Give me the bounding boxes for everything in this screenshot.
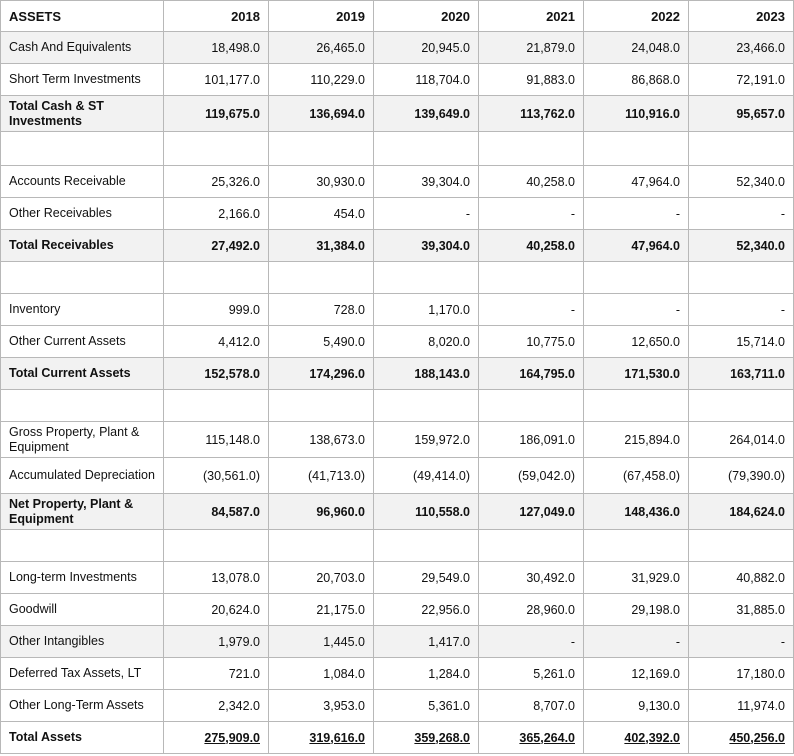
value-cell — [689, 562, 794, 594]
value-cell — [689, 230, 794, 262]
cell-value: 3,953.0 — [323, 698, 365, 713]
cell-value: - — [675, 206, 680, 221]
value-cell — [164, 166, 269, 198]
row-label: Other Receivables — [1, 198, 164, 230]
cell-value: 40,258.0 — [526, 174, 575, 189]
year-header: 2021 — [479, 1, 584, 32]
table-row — [1, 166, 794, 198]
value-cell — [479, 32, 584, 64]
empty-cell — [269, 530, 374, 562]
cell-value: - — [780, 302, 785, 317]
value-cell — [164, 326, 269, 358]
cell-value: (59,042.0) — [518, 468, 575, 483]
empty-cell — [1, 262, 164, 294]
value-cell — [689, 64, 794, 96]
empty-cell — [374, 390, 479, 422]
value-cell — [164, 626, 269, 658]
row-label: Accumulated Depreciation — [1, 458, 164, 494]
empty-cell — [269, 262, 374, 294]
cell-value: 22,956.0 — [421, 602, 470, 617]
value-cell — [374, 358, 479, 390]
value-cell — [479, 96, 584, 132]
value-cell — [584, 32, 689, 64]
cell-value: 84,587.0 — [211, 504, 260, 519]
assets-header: ASSETS — [1, 1, 164, 32]
value-cell — [584, 326, 689, 358]
cell-value: 365,264.0 — [519, 730, 575, 745]
value-cell — [164, 422, 269, 458]
header-row — [1, 1, 794, 32]
cell-value: 2,342.0 — [218, 698, 260, 713]
value-cell — [269, 658, 374, 690]
value-cell — [374, 166, 479, 198]
value-cell — [269, 64, 374, 96]
value-cell — [584, 722, 689, 754]
value-cell — [164, 32, 269, 64]
value-cell — [374, 658, 479, 690]
cell-value: 29,549.0 — [421, 570, 470, 585]
cell-value: 72,191.0 — [736, 72, 785, 87]
value-cell — [164, 96, 269, 132]
cell-value: 152,578.0 — [204, 366, 260, 381]
cell-value: 21,879.0 — [526, 40, 575, 55]
cell-value: 721.0 — [228, 666, 260, 681]
value-cell — [164, 230, 269, 262]
cell-value: 119,675.0 — [205, 106, 260, 121]
value-cell — [689, 358, 794, 390]
value-cell — [689, 494, 794, 530]
value-cell — [584, 230, 689, 262]
value-cell — [689, 96, 794, 132]
empty-cell — [689, 262, 794, 294]
cell-value: - — [780, 634, 785, 649]
value-cell — [689, 198, 794, 230]
value-cell — [374, 230, 479, 262]
cell-value: 20,624.0 — [211, 602, 260, 617]
cell-value: 110,229.0 — [310, 72, 365, 87]
value-cell — [479, 230, 584, 262]
cell-value: 40,258.0 — [526, 238, 575, 253]
row-label: Goodwill — [1, 594, 164, 626]
year-header: 2019 — [269, 1, 374, 32]
spacer-row — [1, 530, 794, 562]
table-body — [1, 32, 794, 754]
cell-value: 275,909.0 — [204, 730, 260, 745]
value-cell — [479, 458, 584, 494]
value-cell — [584, 198, 689, 230]
cell-value: 127,049.0 — [519, 504, 575, 519]
row-label: Total Receivables — [1, 230, 164, 262]
cell-value: 31,929.0 — [631, 570, 680, 585]
empty-cell — [164, 390, 269, 422]
table-row — [1, 294, 794, 326]
cell-value: 47,964.0 — [631, 174, 680, 189]
value-cell — [374, 458, 479, 494]
cell-value: 20,703.0 — [316, 570, 365, 585]
value-cell — [164, 722, 269, 754]
cell-value: 2,166.0 — [218, 206, 260, 221]
cell-value: 30,492.0 — [526, 570, 575, 585]
cell-value: 113,762.0 — [520, 106, 575, 121]
cell-value: - — [570, 302, 575, 317]
total-row — [1, 722, 794, 754]
cell-value: 23,466.0 — [736, 40, 785, 55]
row-label: Total Cash & ST Investments — [1, 96, 164, 132]
cell-value: 27,492.0 — [211, 238, 260, 253]
table-row — [1, 562, 794, 594]
cell-value: 52,340.0 — [736, 238, 785, 253]
empty-cell — [269, 132, 374, 166]
row-label: Cash And Equivalents — [1, 32, 164, 64]
empty-cell — [374, 132, 479, 166]
cell-value: 159,972.0 — [414, 432, 470, 447]
row-label: Net Property, Plant & Equipment — [1, 494, 164, 530]
empty-cell — [689, 132, 794, 166]
cell-value: - — [570, 206, 575, 221]
value-cell — [164, 494, 269, 530]
year-header: 2020 — [374, 1, 479, 32]
cell-value: 28,960.0 — [526, 602, 575, 617]
value-cell — [689, 594, 794, 626]
row-label: Long-term Investments — [1, 562, 164, 594]
cell-value: 4,412.0 — [218, 334, 260, 349]
cell-value: 52,340.0 — [736, 174, 785, 189]
cell-value: 96,960.0 — [316, 504, 365, 519]
value-cell — [374, 198, 479, 230]
cell-value: 26,465.0 — [316, 40, 365, 55]
cell-value: 39,304.0 — [421, 174, 470, 189]
cell-value: 30,930.0 — [316, 174, 365, 189]
value-cell — [374, 326, 479, 358]
cell-value: 31,384.0 — [316, 238, 365, 253]
value-cell — [479, 326, 584, 358]
value-cell — [269, 458, 374, 494]
value-cell — [374, 690, 479, 722]
cell-value: 8,020.0 — [428, 334, 470, 349]
empty-cell — [584, 262, 689, 294]
cell-value: 1,084.0 — [323, 666, 365, 681]
value-cell — [479, 626, 584, 658]
cell-value: 1,170.0 — [428, 302, 470, 317]
value-cell — [269, 326, 374, 358]
cell-value: 402,392.0 — [624, 730, 680, 745]
value-cell — [164, 64, 269, 96]
value-cell — [164, 198, 269, 230]
value-cell — [164, 594, 269, 626]
cell-value: 138,673.0 — [309, 432, 365, 447]
empty-cell — [479, 262, 584, 294]
cell-value: 17,180.0 — [736, 666, 785, 681]
empty-cell — [269, 390, 374, 422]
empty-cell — [374, 530, 479, 562]
value-cell — [479, 722, 584, 754]
value-cell — [479, 422, 584, 458]
cell-value: 171,530.0 — [624, 366, 680, 381]
value-cell — [374, 626, 479, 658]
value-cell — [689, 658, 794, 690]
cell-value: - — [675, 634, 680, 649]
cell-value: 31,885.0 — [736, 602, 785, 617]
value-cell — [269, 294, 374, 326]
value-cell — [374, 96, 479, 132]
value-cell — [584, 494, 689, 530]
value-cell — [689, 166, 794, 198]
cell-value: 39,304.0 — [421, 238, 470, 253]
value-cell — [584, 294, 689, 326]
cell-value: 21,175.0 — [316, 602, 365, 617]
value-cell — [689, 422, 794, 458]
value-cell — [479, 358, 584, 390]
cell-value: 115,148.0 — [205, 432, 260, 447]
cell-value: 264,014.0 — [729, 432, 785, 447]
spacer-row — [1, 390, 794, 422]
value-cell — [269, 230, 374, 262]
value-cell — [374, 494, 479, 530]
cell-value: 110,558.0 — [415, 504, 470, 519]
value-cell — [164, 690, 269, 722]
cell-value: (30,561.0) — [203, 468, 260, 483]
value-cell — [584, 166, 689, 198]
cell-value: 29,198.0 — [631, 602, 680, 617]
value-cell — [689, 294, 794, 326]
table-row — [1, 422, 794, 458]
value-cell — [584, 658, 689, 690]
cell-value: 101,177.0 — [204, 72, 260, 87]
empty-cell — [1, 390, 164, 422]
value-cell — [479, 658, 584, 690]
cell-value: 5,361.0 — [428, 698, 470, 713]
cell-value: 12,169.0 — [631, 666, 680, 681]
cell-value: 91,883.0 — [526, 72, 575, 87]
value-cell — [164, 562, 269, 594]
value-cell — [689, 722, 794, 754]
cell-value: 86,868.0 — [631, 72, 680, 87]
cell-value: 1,417.0 — [428, 634, 470, 649]
cell-value: 359,268.0 — [414, 730, 470, 745]
cell-value: 215,894.0 — [624, 432, 680, 447]
value-cell — [374, 722, 479, 754]
cell-value: 11,974.0 — [737, 698, 785, 713]
empty-cell — [479, 530, 584, 562]
table-row — [1, 198, 794, 230]
cell-value: 999.0 — [228, 302, 260, 317]
cell-value: 184,624.0 — [729, 504, 785, 519]
table-row — [1, 358, 794, 390]
empty-cell — [164, 262, 269, 294]
value-cell — [479, 562, 584, 594]
cell-value: 136,694.0 — [309, 106, 365, 121]
value-cell — [584, 96, 689, 132]
value-cell — [164, 294, 269, 326]
value-cell — [479, 294, 584, 326]
cell-value: 20,945.0 — [421, 40, 470, 55]
value-cell — [164, 658, 269, 690]
value-cell — [584, 64, 689, 96]
cell-value: 174,296.0 — [309, 366, 365, 381]
value-cell — [269, 626, 374, 658]
table-row — [1, 96, 794, 132]
cell-value: 454.0 — [333, 206, 365, 221]
table-row — [1, 690, 794, 722]
value-cell — [584, 690, 689, 722]
cell-value: - — [570, 634, 575, 649]
cell-value: 1,284.0 — [428, 666, 470, 681]
row-label: Total Current Assets — [1, 358, 164, 390]
row-label: Deferred Tax Assets, LT — [1, 658, 164, 690]
empty-cell — [1, 132, 164, 166]
value-cell — [269, 96, 374, 132]
spacer-row — [1, 132, 794, 166]
cell-value: 8,707.0 — [533, 698, 575, 713]
value-cell — [164, 358, 269, 390]
table-row — [1, 658, 794, 690]
value-cell — [479, 198, 584, 230]
value-cell — [479, 494, 584, 530]
cell-value: 47,964.0 — [631, 238, 680, 253]
cell-value: - — [780, 206, 785, 221]
value-cell — [584, 626, 689, 658]
cell-value: 5,261.0 — [533, 666, 575, 681]
cell-value: 12,650.0 — [631, 334, 680, 349]
cell-value: 118,704.0 — [415, 72, 470, 87]
table-row — [1, 326, 794, 358]
cell-value: 186,091.0 — [519, 432, 575, 447]
value-cell — [269, 198, 374, 230]
cell-value: 728.0 — [333, 302, 365, 317]
row-label: Other Intangibles — [1, 626, 164, 658]
empty-cell — [689, 390, 794, 422]
table-row — [1, 626, 794, 658]
value-cell — [374, 32, 479, 64]
cell-value: (49,414.0) — [413, 468, 470, 483]
empty-cell — [1, 530, 164, 562]
value-cell — [269, 166, 374, 198]
cell-value: 18,498.0 — [211, 40, 260, 55]
cell-value: 13,078.0 — [211, 570, 260, 585]
year-header: 2022 — [584, 1, 689, 32]
row-label: Total Assets — [1, 722, 164, 754]
row-label: Gross Property, Plant & Equipment — [1, 422, 164, 458]
value-cell — [479, 166, 584, 198]
value-cell — [269, 722, 374, 754]
value-cell — [479, 64, 584, 96]
empty-cell — [374, 262, 479, 294]
value-cell — [269, 494, 374, 530]
cell-value: - — [675, 302, 680, 317]
value-cell — [269, 562, 374, 594]
value-cell — [374, 594, 479, 626]
table-row — [1, 64, 794, 96]
table-row — [1, 458, 794, 494]
value-cell — [689, 458, 794, 494]
row-label: Inventory — [1, 294, 164, 326]
empty-cell — [479, 132, 584, 166]
value-cell — [269, 32, 374, 64]
cell-value: 319,616.0 — [309, 730, 365, 745]
cell-value: 15,714.0 — [736, 334, 785, 349]
table-row — [1, 594, 794, 626]
value-cell — [689, 326, 794, 358]
spacer-row — [1, 262, 794, 294]
value-cell — [479, 690, 584, 722]
row-label: Short Term Investments — [1, 64, 164, 96]
row-label: Accounts Receivable — [1, 166, 164, 198]
value-cell — [689, 32, 794, 64]
cell-value: (79,390.0) — [728, 468, 785, 483]
value-cell — [689, 626, 794, 658]
table-row — [1, 32, 794, 64]
value-cell — [584, 458, 689, 494]
empty-cell — [164, 530, 269, 562]
cell-value: 148,436.0 — [624, 504, 680, 519]
cell-value: (67,458.0) — [623, 468, 680, 483]
cell-value: 110,916.0 — [625, 106, 680, 121]
value-cell — [374, 562, 479, 594]
empty-cell — [479, 390, 584, 422]
cell-value: - — [465, 206, 470, 221]
year-header: 2023 — [689, 1, 794, 32]
empty-cell — [689, 530, 794, 562]
value-cell — [584, 358, 689, 390]
row-label: Other Long-Term Assets — [1, 690, 164, 722]
value-cell — [584, 422, 689, 458]
cell-value: 1,979.0 — [218, 634, 260, 649]
cell-value: 25,326.0 — [211, 174, 260, 189]
value-cell — [584, 594, 689, 626]
value-cell — [269, 358, 374, 390]
value-cell — [374, 64, 479, 96]
empty-cell — [584, 530, 689, 562]
empty-cell — [584, 390, 689, 422]
value-cell — [374, 294, 479, 326]
empty-cell — [164, 132, 269, 166]
cell-value: 10,775.0 — [526, 334, 575, 349]
value-cell — [584, 562, 689, 594]
cell-value: 164,795.0 — [519, 366, 575, 381]
value-cell — [269, 422, 374, 458]
cell-value: 450,256.0 — [729, 730, 785, 745]
value-cell — [269, 690, 374, 722]
empty-cell — [584, 132, 689, 166]
value-cell — [374, 422, 479, 458]
cell-value: 188,143.0 — [414, 366, 470, 381]
value-cell — [689, 690, 794, 722]
cell-value: 9,130.0 — [638, 698, 680, 713]
cell-value: (41,713.0) — [308, 468, 365, 483]
value-cell — [269, 594, 374, 626]
cell-value: 95,657.0 — [736, 106, 785, 121]
cell-value: 163,711.0 — [730, 366, 785, 381]
cell-value: 1,445.0 — [323, 634, 365, 649]
year-header: 2018 — [164, 1, 269, 32]
cell-value: 24,048.0 — [631, 40, 680, 55]
row-label: Other Current Assets — [1, 326, 164, 358]
table-row — [1, 494, 794, 530]
cell-value: 5,490.0 — [323, 334, 365, 349]
table-row — [1, 230, 794, 262]
value-cell — [164, 458, 269, 494]
value-cell — [479, 594, 584, 626]
cell-value: 139,649.0 — [414, 106, 470, 121]
cell-value: 40,882.0 — [736, 570, 785, 585]
